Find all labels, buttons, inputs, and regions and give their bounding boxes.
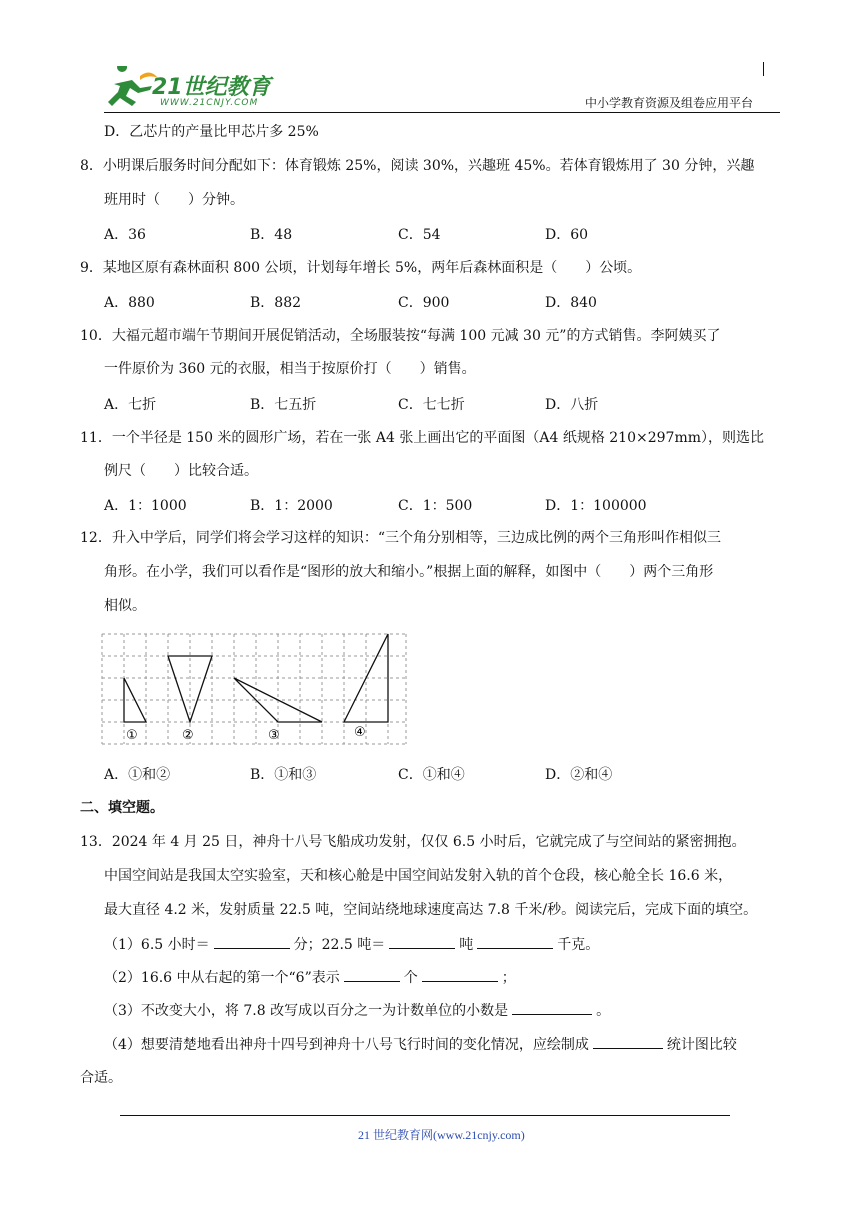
q13-sub1-text-c: 吨 bbox=[459, 937, 474, 953]
triangle-label-1: ① bbox=[126, 728, 138, 743]
q8-option-b[interactable]: B．48 bbox=[250, 227, 293, 243]
q12-text-line1: 12．升入中学后，同学们将会学习这样的知识：“三个角分别相等，三边成比例的两个三角形叫作相似三 bbox=[80, 530, 721, 546]
q13-sub1-text-b: 分；22.5 吨＝ bbox=[293, 937, 386, 953]
q8-option-c[interactable]: C．54 bbox=[398, 227, 441, 243]
q10-text-line2: 一件原价为 360 元的衣服，相当于按原价打（ ）销售。 bbox=[104, 361, 476, 377]
q9-option-d[interactable]: D．840 bbox=[545, 295, 597, 311]
section-2-title: 二、填空题。 bbox=[80, 800, 164, 816]
q12-option-b[interactable]: B．①和③ bbox=[250, 767, 317, 783]
triangle-label-2: ② bbox=[182, 728, 194, 743]
q11-text-line1: 11．一个半径是 150 米的圆形广场，若在一张 A4 张上画出它的平面图（A4 纸规格 210×297mm），则选比 bbox=[80, 430, 764, 446]
q13-sub2-text-b: 个 bbox=[403, 970, 418, 986]
q11-option-a[interactable]: A．1：1000 bbox=[104, 498, 187, 514]
q13-sub3-text-a: （3）不改变大小，将 7.8 改写成以百分之一为计数单位的小数是 bbox=[104, 1003, 509, 1019]
q10-option-d[interactable]: D．八折 bbox=[545, 397, 599, 413]
q13-sub1-text-a: （1）6.5 小时＝ bbox=[104, 937, 210, 953]
q10-option-a[interactable]: A．七折 bbox=[104, 397, 157, 413]
q13-text-line2: 中国空间站是我国太空实验室，天和核心舱是中国空间站发射入轨的首个仓段，核心舱全长 16.6 米， bbox=[104, 868, 733, 884]
q11-option-b[interactable]: B．1：2000 bbox=[250, 498, 333, 514]
q13-sub1-blank-minutes[interactable] bbox=[214, 934, 290, 949]
q9-option-a[interactable]: A．880 bbox=[104, 295, 155, 311]
q8-text-line2: 班用时（ ）分钟。 bbox=[104, 192, 244, 208]
q11-text-line2: 例尺（ ）比较合适。 bbox=[104, 463, 258, 479]
footer-text: 21 世纪教育网(www.21cnjy.com) bbox=[358, 1128, 525, 1142]
q13-sub4-text-a: （4）想要清楚地看出神舟十四号到神舟十八号飞行时间的变化情况，应绘制成 bbox=[104, 1037, 589, 1053]
q12-option-c[interactable]: C．①和④ bbox=[398, 767, 465, 783]
q11-option-c[interactable]: C．1：500 bbox=[398, 498, 473, 514]
q9-text-line1: 9．某地区原有森林面积 800 公顷，计划每年增长 5%，两年后森林面积是（ ）公顷。 bbox=[80, 260, 642, 276]
q13-sub2-blank-unit[interactable] bbox=[422, 967, 498, 982]
q12-option-a[interactable]: A．①和② bbox=[104, 767, 171, 783]
header-cursor-mark bbox=[763, 62, 764, 76]
q13-sub4-text-b: 统计图比较 bbox=[666, 1037, 737, 1053]
logo-text: 21世纪教育 bbox=[152, 75, 271, 100]
q13-sub2-text-c: ； bbox=[501, 970, 516, 986]
q13-sub2-text-a: （2）16.6 中从右起的第一个“6”表示 bbox=[104, 970, 340, 986]
q13-sub4-blank-chart[interactable] bbox=[593, 1034, 663, 1049]
q12-text-line3: 相似。 bbox=[104, 598, 146, 614]
q13-sub2-blank-count[interactable] bbox=[344, 967, 400, 982]
q13-sub3-text-b: 。 bbox=[596, 1003, 611, 1019]
q13-sub3 bbox=[104, 1000, 610, 1021]
q13-sub2 bbox=[104, 967, 516, 988]
triangle-label-4: ④ bbox=[354, 725, 366, 740]
q12-option-d[interactable]: D．②和④ bbox=[545, 767, 613, 783]
triangle-label-3: ③ bbox=[268, 728, 280, 743]
header-rule bbox=[104, 112, 780, 113]
q10-option-c[interactable]: C．七七折 bbox=[398, 397, 465, 413]
q8-option-a[interactable]: A．36 bbox=[104, 227, 146, 243]
q11-option-d[interactable]: D．1：100000 bbox=[545, 498, 647, 514]
triangle-grid-figure bbox=[100, 632, 410, 746]
q9-option-b[interactable]: B．882 bbox=[250, 295, 302, 311]
q13-text-line1: 13．2024 年 4 月 25 日，神舟十八号飞船成功发射，仅仅 6.5 小时后，它就完成了与空间站的紧密拥抱。 bbox=[80, 834, 746, 850]
q8-text-line1: 8．小明课后服务时间分配如下：体育锻炼 25%，阅读 30%，兴趣班 45%。若体育锻炼用了 30 分钟，兴趣 bbox=[80, 158, 755, 174]
q13-sub1-text-d: 千克。 bbox=[557, 937, 600, 953]
q8-option-d[interactable]: D．60 bbox=[545, 227, 589, 243]
q13-sub1 bbox=[104, 934, 599, 955]
footer-rule bbox=[120, 1115, 730, 1116]
platform-title: 中小学教育资源及组卷应用平台 bbox=[585, 96, 754, 110]
q13-sub1-blank-tons[interactable] bbox=[389, 934, 455, 949]
q12-text-line2: 角形。在小学，我们可以看作是“图形的放大和缩小。”根据上面的解释，如图中（ ）两个三角形 bbox=[104, 564, 714, 580]
q13-sub4-line2: 合适。 bbox=[80, 1070, 122, 1086]
q10-text-line1: 10．大福元超市端午节期间开展促销活动，全场服装按“每满 100 元减 30 元”的方式销售。李阿姨买了 bbox=[80, 328, 721, 344]
q7-option-d: D．乙芯片的产量比甲芯片多 25% bbox=[104, 124, 319, 140]
q10-option-b[interactable]: B．七五折 bbox=[250, 397, 317, 413]
q13-sub4 bbox=[104, 1034, 737, 1055]
logo-url: WWW.21CNJY.COM bbox=[160, 98, 259, 108]
q13-text-line3: 最大直径 4.2 米，发射质量 22.5 吨，空间站绕地球速度高达 7.8 千米/秒。阅读完后，完成下面的填空。 bbox=[104, 902, 758, 918]
q9-option-c[interactable]: C．900 bbox=[398, 295, 450, 311]
q13-sub3-blank-decimal[interactable] bbox=[512, 1000, 592, 1015]
q13-sub1-blank-kg[interactable] bbox=[477, 934, 553, 949]
